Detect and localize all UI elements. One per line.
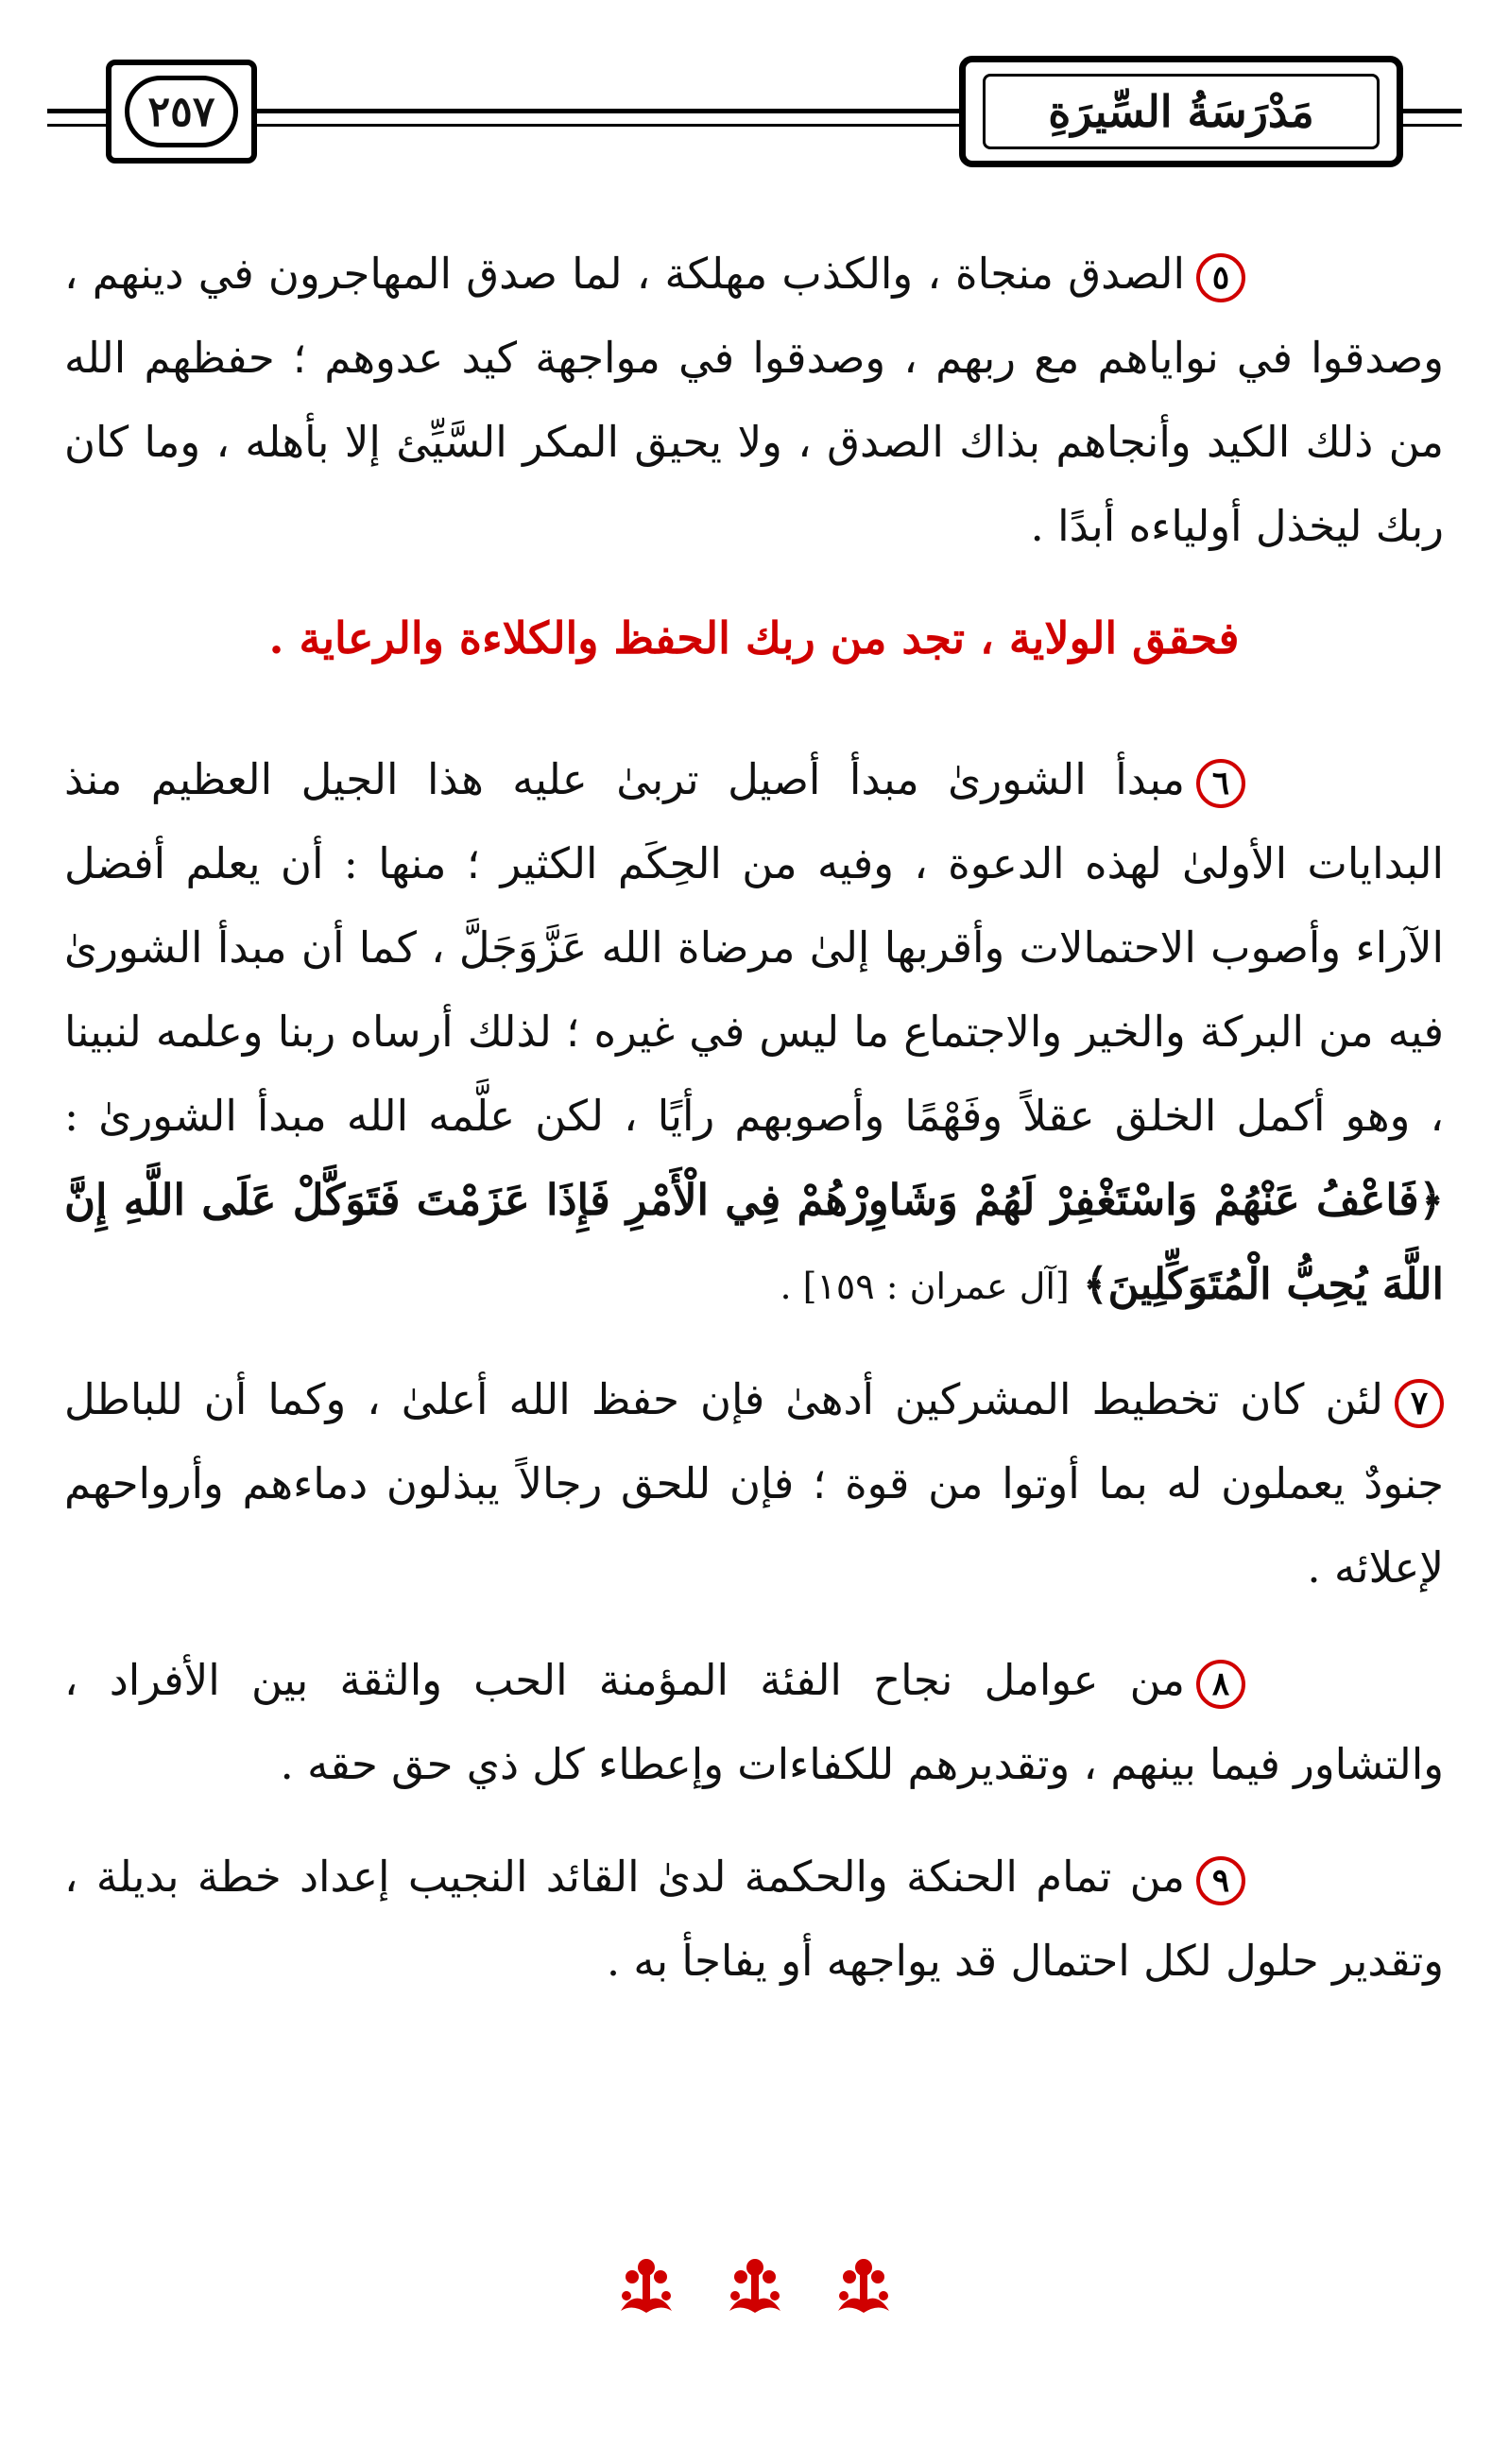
point-text: من تمام الحنكة والحكمة لدىٰ القائد النجيب إعداد خطة بديلة ، وتقدير حلول لكل احتمال قد يواجهه أو يفاجأ به .	[64, 1852, 1444, 1986]
point-number-badge: ٥	[1196, 253, 1245, 302]
book-title-frame	[959, 56, 1403, 167]
point-number-badge: ٧	[1395, 1379, 1444, 1428]
quran-verse: ﴿فَاعْفُ عَنْهُمْ وَاسْتَغْفِرْ لَهُمْ وَشَاوِرْهُمْ فِي الْأَمْرِ فَإِذَا عَزَمْتَ فَتَوَكَّلْ عَلَى اللَّهِ إِنَّ اللَّهَ يُحِبُّ الْمُتَوَكِّلِينَ﴾	[64, 1175, 1444, 1309]
floral-ornament-icon	[831, 2254, 897, 2320]
point-9	[64, 1835, 1444, 2003]
point-number-badge: ٩	[1196, 1856, 1245, 1905]
point-6	[64, 737, 1444, 1329]
point-text: الصدق منجاة ، والكذب مهلكة ، لما صدق المهاجرون في دينهم ، وصدقوا في نواياهم مع ربهم ، وصدقوا في مواجهة كيد عدوهم ؛ حفظهم الله من ذلك الكيد وأنجاهم بذاك الصدق ، ولا يحيق المكر السَّيِّئ إلا بأهله ، وما كان ربك ليخذل أولياءه أبدًا .	[64, 249, 1444, 551]
page-number: ٢٥٧	[125, 76, 238, 147]
point-text: مبدأ الشورىٰ مبدأ أصيل تربىٰ عليه هذا الجيل العظيم منذ البدايات الأولىٰ لهذه الدعوة ، وفيه من الحِكَم الكثير ؛ منها : أن يعلم أفضل الآراء وأصوب الاحتمالات وأقربها إلىٰ مرضاة الله عَزَّوَجَلَّ ، كما أن مبدأ الشورىٰ فيه من البركة والخير والاجتماع ما ليس في غيره ؛ لذلك أرساه ربنا وعلمه لنبينا ، وهو أكمل الخلق عقلاً وفَهْمًا وأصوبهم رأيًا ، لكن علَّمه الله مبدأ الشورىٰ :	[64, 754, 1444, 1141]
floral-ornament-icon	[722, 2254, 788, 2320]
point-8	[64, 1638, 1444, 1806]
point-number-badge: ٦	[1196, 759, 1245, 808]
floral-ornament-icon	[613, 2254, 679, 2320]
page-header	[47, 52, 1462, 175]
point-5	[64, 232, 1444, 568]
point-text: من عوامل نجاح الفئة المؤمنة الحب والثقة بين الأفراد ، والتشاور فيما بينهم ، وتقديرهم للكفاءات وإعطاء كل ذي حق حقه .	[64, 1655, 1444, 1789]
book-title: مَدْرَسَةُ السِّيرَةِ	[983, 74, 1380, 149]
highlight-line: فحقق الولاية ، تجد من ربك الحفظ والكلاءة والرعاية .	[268, 612, 1240, 663]
page-body	[64, 232, 1444, 2031]
end-ornament	[0, 2254, 1509, 2320]
verse-reference: [آل عمران : ١٥٩] .	[780, 1266, 1070, 1307]
page-number-frame	[106, 60, 257, 164]
point-number-badge: ٨	[1196, 1660, 1245, 1709]
point-7	[64, 1357, 1444, 1610]
point-text: لئن كان تخطيط المشركين أدهىٰ فإن حفظ الله أعلىٰ ، وكما أن للباطل جنودٌ يعملون له بما أوتوا من قوة ؛ فإن للحق رجالاً يبذلون دماءهم وأرواحهم لإعلائه .	[64, 1374, 1444, 1593]
